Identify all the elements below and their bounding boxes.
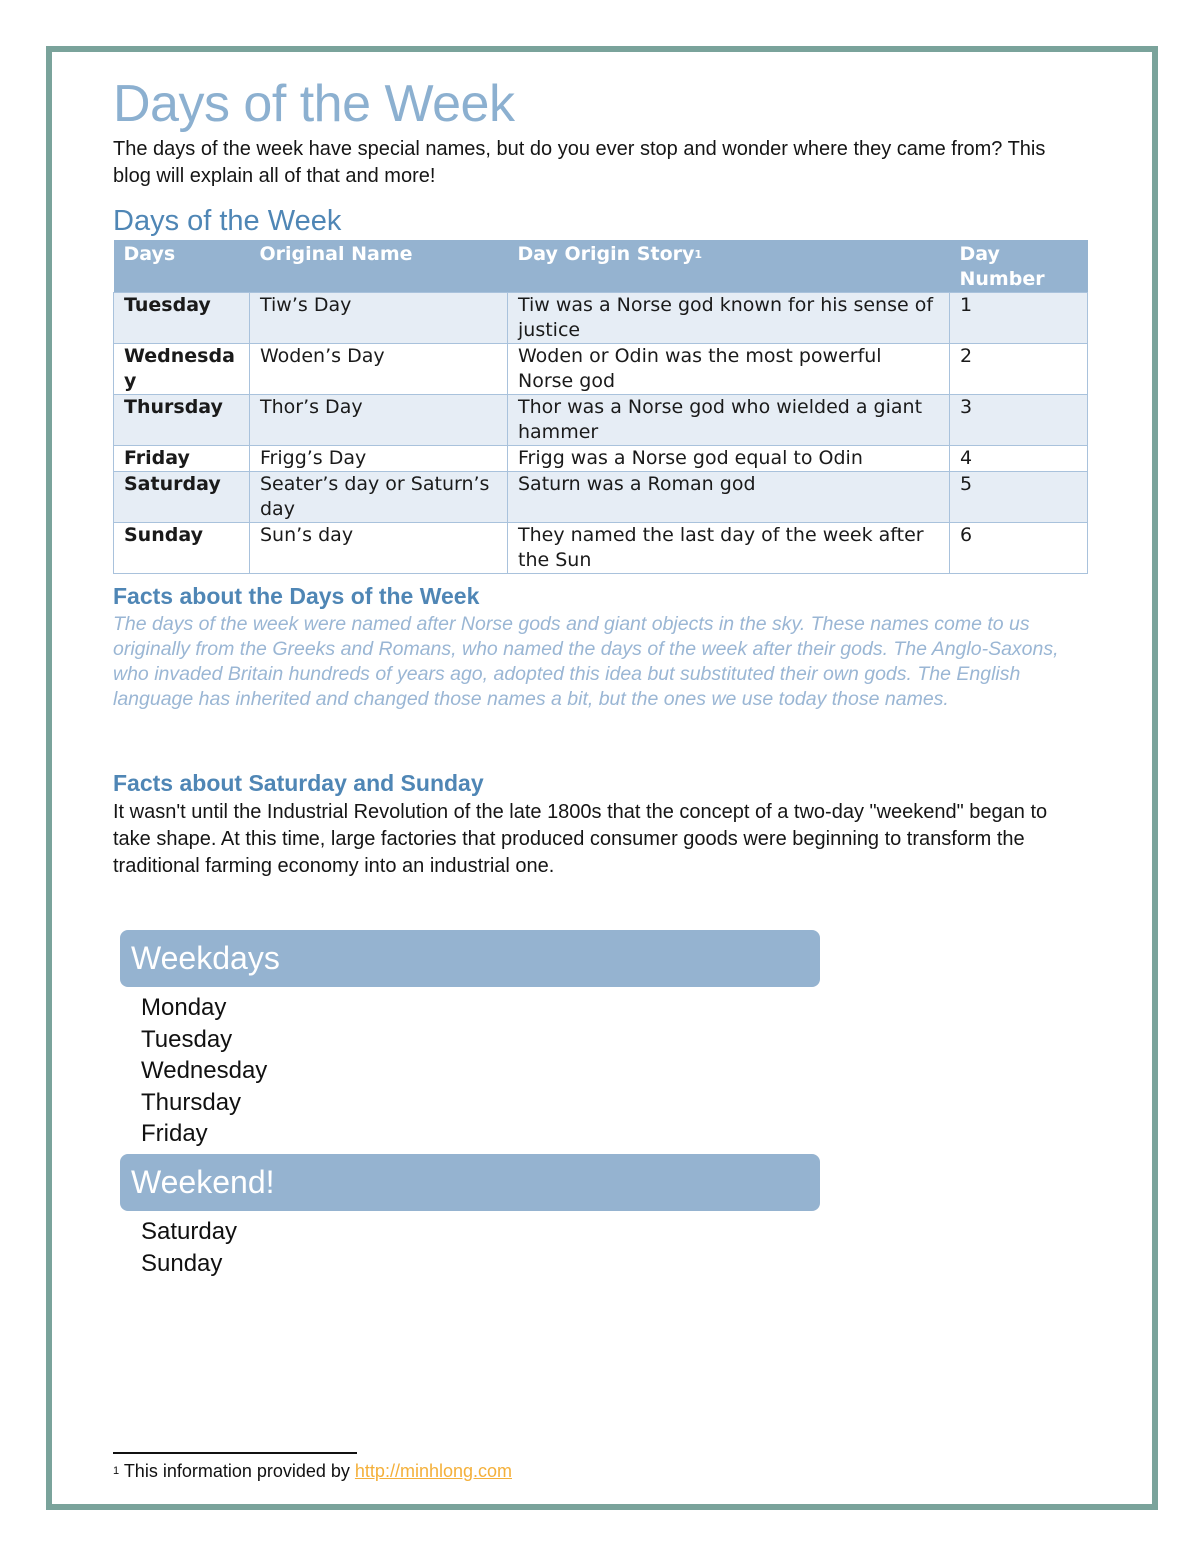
facts-paragraph: The days of the week were named after Norse gods and giant objects in the sky. These names come to us originally from the Greeks and Romans, who named the days of the week after their gods. The Anglo-Saxons, who invaded Britain hundreds of years ago, adopted this idea but substituted their own gods. The English language has inherited and changed those names a bit, but the ones we use today those names.	[113, 613, 1059, 710]
cell-day: Friday	[114, 446, 250, 472]
cell-origin-story: Thor was a Norse god who wielded a giant hammer	[508, 395, 950, 446]
cell-day-number: 2	[950, 344, 1088, 395]
cell-original-name: Thor’s Day	[250, 395, 508, 446]
footnote-mark: 1	[113, 1465, 120, 1477]
intro-paragraph: The days of the week have special names, but do you ever stop and wonder where they came from? This blog will explain all of that and more!	[113, 138, 1046, 187]
list-item: Sunday	[141, 1249, 223, 1277]
cell-origin-story: Woden or Odin was the most powerful Norse god	[508, 344, 950, 395]
footnote-separator	[113, 1452, 357, 1454]
cell-day: Sunday	[114, 523, 250, 574]
facts-heading: Facts about the Days of the Week	[113, 583, 480, 609]
cell-original-name: Sun’s day	[250, 523, 508, 574]
footnote-reference[interactable]: 1	[694, 248, 703, 261]
cell-original-name: Frigg’s Day	[250, 446, 508, 472]
list-item: Saturday	[141, 1218, 238, 1245]
cell-day-number: 6	[950, 523, 1088, 574]
header-origin-story-label: Day Origin Story	[517, 243, 695, 265]
weekend-list	[141, 1216, 237, 1279]
days-table	[113, 240, 1088, 574]
header-origin-story	[508, 240, 950, 293]
table-row	[114, 446, 1088, 472]
cell-day: Tuesday	[114, 293, 250, 344]
page-title: Days of the Week	[113, 75, 515, 133]
weekdays-list	[141, 992, 267, 1150]
header-days: Days	[114, 240, 250, 293]
table-row	[114, 523, 1088, 574]
cell-origin-story: Saturn was a Roman god	[508, 472, 950, 523]
list-item: Monday	[141, 994, 227, 1021]
cell-origin-story: Tiw was a Norse god known for his sense of justice	[508, 293, 950, 344]
list-item: Friday	[141, 1120, 208, 1147]
list-item: Wednesday	[141, 1057, 268, 1084]
table-row	[114, 293, 1088, 344]
header-day-number: Day Number	[950, 240, 1088, 293]
cell-day: Saturday	[114, 472, 250, 523]
weekend-facts-paragraph: It wasn't until the Industrial Revolution of the late 1800s that the concept of a two-day "weekend" began to take shape. At this time, large factories that produced consumer goods were beginning to transform the traditional farming economy into an industrial one.	[113, 801, 1048, 877]
weekdays-header: Weekdays	[120, 930, 820, 987]
header-original-name: Original Name	[250, 240, 508, 293]
weekend-header: Weekend!	[120, 1154, 820, 1211]
list-item: Tuesday	[141, 1025, 233, 1053]
list-item: Thursday	[141, 1088, 242, 1116]
cell-origin-story: They named the last day of the week after the Sun	[508, 523, 950, 574]
document-content	[113, 72, 1088, 880]
weekend-facts-heading: Facts about Saturday and Sunday	[113, 770, 484, 796]
cell-day-number: 3	[950, 395, 1088, 446]
cell-day: Thursday	[114, 395, 250, 446]
cell-day-number: 5	[950, 472, 1088, 523]
table-row	[114, 472, 1088, 523]
cell-origin-story: Frigg was a Norse god equal to Odin	[508, 446, 950, 472]
table-heading: Days of the Week	[113, 205, 342, 237]
cell-original-name: Seater’s day or Saturn’s day	[250, 472, 508, 523]
table-row	[114, 344, 1088, 395]
table-header-row	[114, 240, 1088, 293]
footnote	[113, 1460, 512, 1482]
cell-day-number: 1	[950, 293, 1088, 344]
cell-day: Wednesda y	[114, 344, 250, 395]
table-row	[114, 395, 1088, 446]
cell-original-name: Woden’s Day	[250, 344, 508, 395]
cell-day-number: 4	[950, 446, 1088, 472]
cell-original-name: Tiw’s Day	[250, 293, 508, 344]
footnote-text: This information provided by	[123, 1461, 355, 1481]
footnote-link[interactable]: http://minhlong.com	[354, 1461, 512, 1481]
